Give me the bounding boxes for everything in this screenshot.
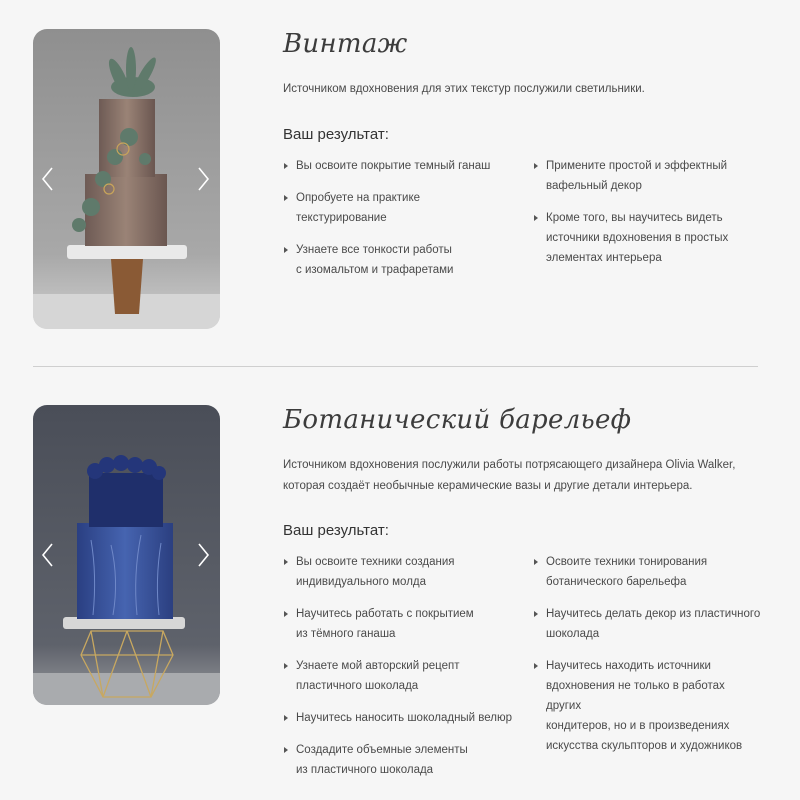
chevron-left-icon bbox=[39, 165, 57, 193]
list-item: Создадите объемные элементы из пластичного шоколада bbox=[283, 740, 513, 780]
list-item: Освоите техники тонирования ботанического барельефа bbox=[533, 552, 763, 592]
list-item: Примените простой и эффектный вафельный декор bbox=[533, 156, 763, 196]
list-item: Научитесь работать с покрытием из тёмного ганаша bbox=[283, 604, 513, 644]
chevron-right-icon bbox=[194, 541, 212, 569]
results-list-left bbox=[283, 156, 513, 280]
list-item: Научитесь находить источники вдохновения не только в работах других кондитеров, но и в произведениях искусства скульпторов и художников bbox=[533, 656, 763, 756]
course-section-vintage bbox=[0, 0, 800, 366]
image-carousel bbox=[33, 29, 220, 329]
results-list-right bbox=[533, 552, 763, 756]
course-section-botanical bbox=[0, 367, 800, 800]
botanical-cake-photo bbox=[33, 405, 220, 705]
carousel-next-button[interactable] bbox=[194, 541, 212, 569]
list-item: Вы освоите техники создания индивидуального молда bbox=[283, 552, 513, 592]
results-heading: Ваш результат: bbox=[283, 126, 389, 143]
carousel-prev-button[interactable] bbox=[39, 165, 57, 193]
list-item: Научитесь делать декор из пластичного шоколада bbox=[533, 604, 763, 644]
list-item: Вы освоите покрытие темный ганаш bbox=[283, 156, 513, 176]
list-item: Узнаете мой авторский рецепт пластичного шоколада bbox=[283, 656, 513, 696]
list-item: Кроме того, вы научитесь видеть источники вдохновения в простых элементах интерьера bbox=[533, 208, 763, 268]
chevron-left-icon bbox=[39, 541, 57, 569]
list-item: Опробуете на практике текстурирование bbox=[283, 188, 513, 228]
chevron-right-icon bbox=[194, 165, 212, 193]
results-list-right bbox=[533, 156, 763, 268]
vintage-cake-photo bbox=[33, 29, 220, 329]
list-item: Узнаете все тонкости работы с изомальтом и трафаретами bbox=[283, 240, 513, 280]
carousel-next-button[interactable] bbox=[194, 165, 212, 193]
section-description: Источником вдохновения послужили работы потрясающего дизайнера Olivia Walker, которая создаёт необычные керамические вазы и другие детали интерьера. bbox=[283, 459, 736, 492]
section-description: Источником вдохновения для этих текстур послужили светильники. bbox=[283, 83, 645, 95]
section-title: Винтаж bbox=[283, 29, 408, 59]
image-carousel bbox=[33, 405, 220, 705]
results-heading: Ваш результат: bbox=[283, 522, 389, 539]
list-item: Научитесь наносить шоколадный велюр bbox=[283, 708, 513, 728]
section-title: Ботанический барельеф bbox=[283, 405, 632, 435]
carousel-prev-button[interactable] bbox=[39, 541, 57, 569]
results-list-left bbox=[283, 552, 513, 780]
